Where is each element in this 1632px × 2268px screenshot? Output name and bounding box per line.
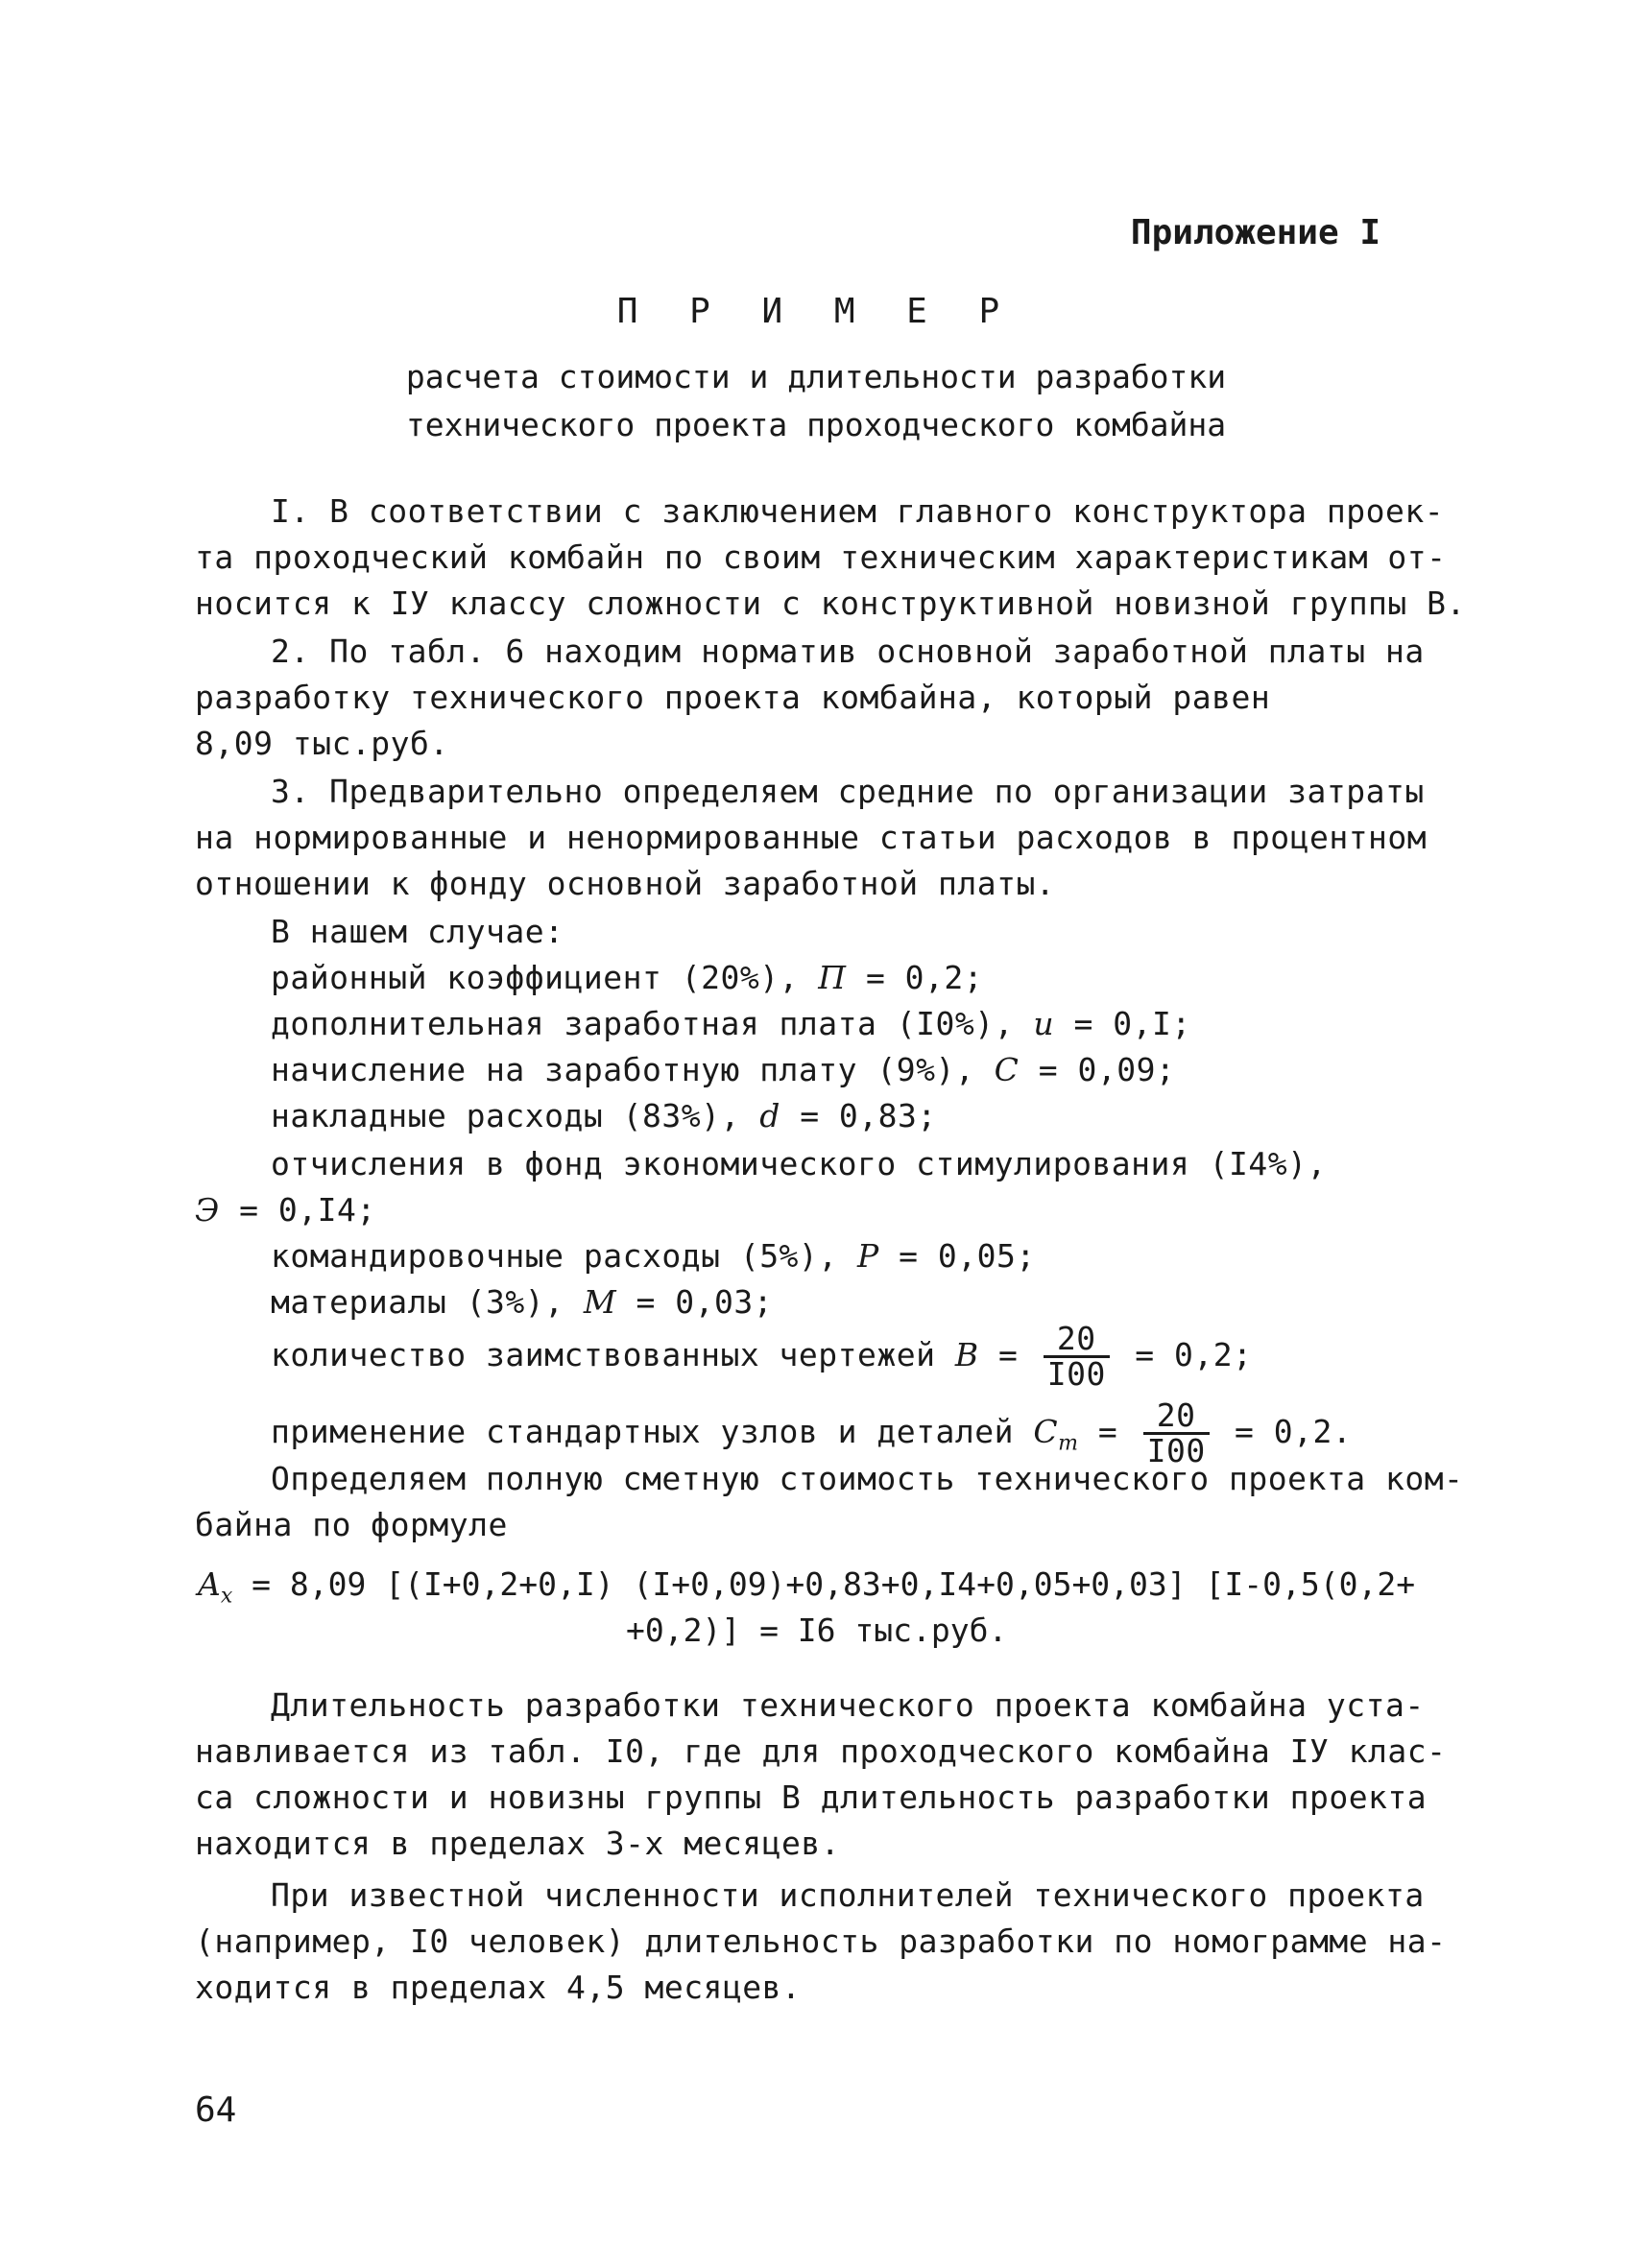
item-incentive-fund: отчисления в фонд экономического стимулирования (I4%), [271,1145,1327,1182]
paragraph-1-line-1: I. В соответствии с заключением главного конструктора проек- [271,492,1445,530]
fraction: $\frac{20}{I00}$ [1143,1399,1210,1468]
item-travel-expenses: командировочные расходы (5%), P = 0,05; [271,1237,1036,1275]
paragraph-2-line-3: 8,09 тыс.руб. [195,725,449,762]
item-salary-accrual: начисление на заработную плату (9%), C = 0,09; [271,1051,1176,1088]
paragraph-1-line-3: носится к IУ классу сложности с конструктивной новизной группы В. [195,585,1466,622]
subtitle-line-1: расчета стоимости и длительности разработки [405,358,1227,395]
paragraph-5-line-3: са сложности и новизны группы В длительность разработки проекта [195,1779,1428,1816]
paragraph-2-line-1: 2. По табл. 6 находим норматив основной заработной платы на [271,633,1425,670]
paragraph-6-line-1: При известной численности исполнителей технического проекта [271,1876,1425,1914]
paragraph-6-line-2: (например, I0 человек) длительность разработки по номограмме на- [195,1922,1447,1960]
appendix-label: Приложение I [1130,213,1380,252]
item-incentive-fund-value: Э = 0,I4; [195,1191,376,1229]
paragraph-5-line-1: Длительность разработки технического проекта комбайна уста- [271,1686,1425,1724]
paragraph-2-line-2: разработку технического проекта комбайна, который равен [195,679,1271,716]
case-intro: В нашем случае: [271,913,564,950]
item-additional-salary: дополнительная заработная плата (I0%), u = 0,I; [271,1005,1191,1042]
paragraph-3-line-1: 3. Предварительно определяем средние по организации затраты [271,773,1425,810]
cost-formula-line-2: +0,2)] = I6 тыс.руб. [626,1611,1008,1649]
subtitle-line-2: технического проекта проходческого комбайна [405,406,1227,443]
item-overhead: накладные расходы (83%), d = 0,83; [271,1097,937,1134]
item-standard-parts: применение стандартных узлов и деталей $C_т$ = $\frac{20}{I00}$ = 0,2. [271,1397,1353,1469]
paragraph-3-line-2: на нормированные и ненормированные статьи расходов в процентном [195,819,1428,856]
paragraph-3-line-3: отношении к фонду основной заработной платы. [195,865,1056,902]
item-district-coefficient: районный коэффициент (20%), П = 0,2; [271,959,984,996]
paragraph-5-line-2: навливается из табл. I0, где для проходческого комбайна IУ клас- [195,1732,1447,1770]
page-title: П Р И М Е Р [616,292,1016,331]
item-materials: материалы (3%), M = 0,03; [271,1283,774,1321]
paragraph-1-line-2: та проходческий комбайн по своим техническим характеристикам от- [195,538,1447,576]
item-borrowed-drawings: количество заимствованных чертежей B = $\frac{20}{I00}$ = 0,2; [271,1320,1253,1393]
cost-formula-line-1: $A_x = 8,09$ [(I+0,2+0,I) (I+0,09)+0,83+0,I4+0,05+0,03] [I-0,5(0,2+ [198,1565,1416,1609]
paragraph-6-line-3: ходится в пределах 4,5 месяцев. [195,1969,802,2006]
page-number: 64 [195,2090,237,2130]
paragraph-5-line-4: находится в пределах 3-х месяцев. [195,1825,841,1862]
paragraph-4-line-2: байна по формуле [195,1506,508,1543]
paragraph-4-line-1: Определяем полную сметную стоимость технического проекта ком- [271,1460,1464,1497]
fraction: $\frac{20}{I00}$ [1044,1323,1110,1391]
